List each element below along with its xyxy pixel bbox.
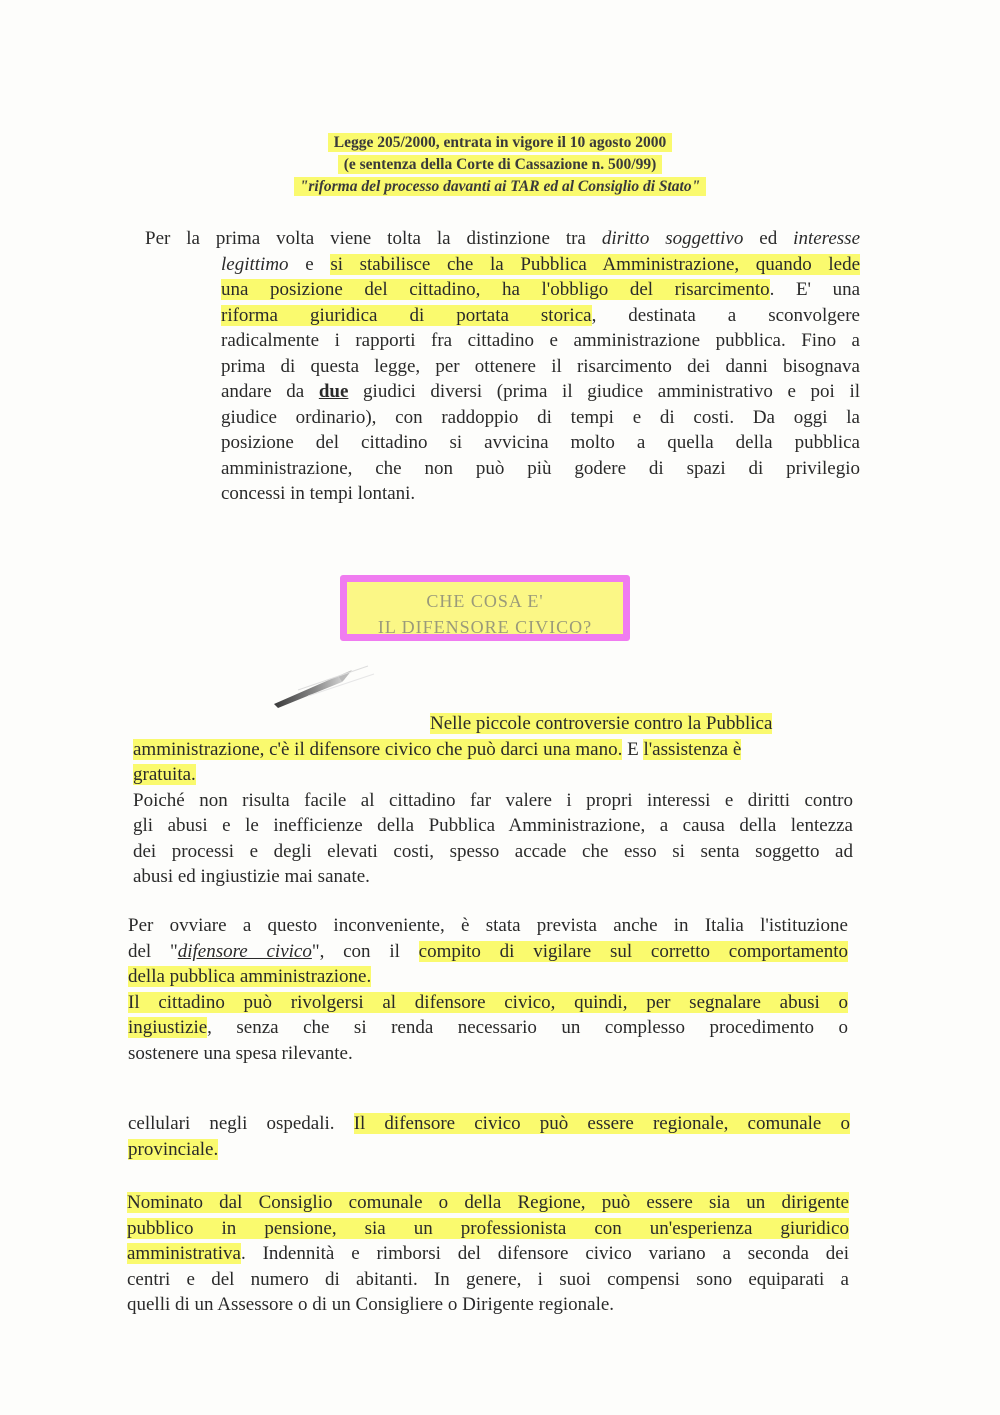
paragraph-ombudsman-levels (128, 1111, 850, 1162)
header-line-reform: "riforma del processo davanti ai TAR ed al Consiglio di Stato" (180, 176, 820, 198)
pen-icon (268, 662, 378, 712)
text-line: gratuita. (133, 764, 196, 785)
paragraph-ombudsman-appointment (127, 1190, 849, 1318)
paragraph-ombudsman-role (128, 913, 848, 1066)
text-line: amministrazione, c'è il difensore civico che può darci una mano. E l'assistenza è (133, 738, 742, 760)
text-line: della pubblica amministrazione. (128, 966, 372, 987)
header-line-sentence: (e sentenza della Corte di Cassazione n. 500/99) (180, 154, 820, 176)
text-line: amministrativa. Indennità e rimborsi del difensore civico variano a seconda dei (127, 1243, 849, 1264)
header-line-law: Legge 205/2000, entrata in vigore il 10 agosto 2000 (180, 132, 820, 154)
text-line: una posizione del cittadino, ha l'obbligo del risarcimento. E' una (221, 279, 860, 300)
section-title-line1: CHE COSA E' (426, 591, 544, 611)
text-line: Per la prima volta viene tolta la distinzione tra diritto soggettivo ed interesse (145, 228, 861, 249)
section-title-box (340, 575, 630, 641)
text-line: legittimo e si stabilisce che la Pubblica Amministrazione, quando lede (221, 253, 861, 275)
text-line: centri e del numero di abitanti. In genere, i suoi compensi sono equiparati a (127, 1268, 849, 1290)
text-line: Nominato dal Consiglio comunale o della Regione, può essere sia un dirigente (127, 1192, 849, 1213)
text-line: prima di questa legge, per ottenere il risarcimento dei danni bisognava (221, 355, 860, 377)
text-line: pubblico in pensione, sia un professionista con un'esperienza giuridico (127, 1217, 849, 1239)
document-header (180, 132, 820, 198)
text-line: andare da due giudici diversi (prima il giudice amministrativo e poi il (221, 381, 860, 402)
text-line: cellulari negli ospedali. Il difensore civico può essere regionale, comunale o (128, 1113, 850, 1134)
text-line: radicalmente i rapporti fra cittadino e amministrazione pubblica. Fino a (221, 330, 860, 351)
text-line: Il cittadino può rivolgersi al difensore civico, quindi, per segnalare abusi o (128, 991, 848, 1013)
text-line: posizione del cittadino si avvicina molto a quella della pubblica (221, 432, 860, 453)
text-line: concessi in tempi lontani. (221, 483, 416, 504)
text-line: riforma giuridica di portata storica, destinata a sconvolgere (221, 304, 860, 326)
text-line: abusi ed ingiustizie mai sanate. (133, 866, 370, 887)
paragraph-ombudsman-intro (133, 711, 853, 890)
text-line: giudice ordinario), con raddoppio di tempi e di costi. Da oggi la (221, 406, 860, 428)
paragraph-law-intro (145, 226, 860, 507)
text-line: del "difensore civico", con il compito di vigilare sul corretto comportamento (128, 940, 849, 962)
text-line: dei processi e degli elevati costi, spesso accade che esso si senta soggetto ad (133, 840, 853, 862)
text-line: Per ovviare a questo inconveniente, è stata prevista anche in Italia l'istituzione (128, 915, 848, 936)
text-line: provinciale. (128, 1138, 219, 1160)
text-line: ingiustizie, senza che si renda necessario un complesso procedimento o (128, 1017, 848, 1038)
section-title-line2: IL DIFENSORE CIVICO? (377, 617, 593, 637)
text-line: Nelle piccole controversie contro la Pubblica (430, 713, 773, 734)
text-line: sostenere una spesa rilevante. (128, 1042, 353, 1064)
text-line: gli abusi e le inefficienze della Pubblica Amministrazione, a causa della lentezza (133, 815, 853, 836)
text-line: amministrazione, che non può più godere di spazi di privilegio (221, 457, 860, 479)
text-line: quelli di un Assessore o di un Consigliere o Dirigente regionale. (127, 1294, 615, 1315)
text-line: Poiché non risulta facile al cittadino far valere i propri interessi e diritti contro (133, 789, 853, 811)
